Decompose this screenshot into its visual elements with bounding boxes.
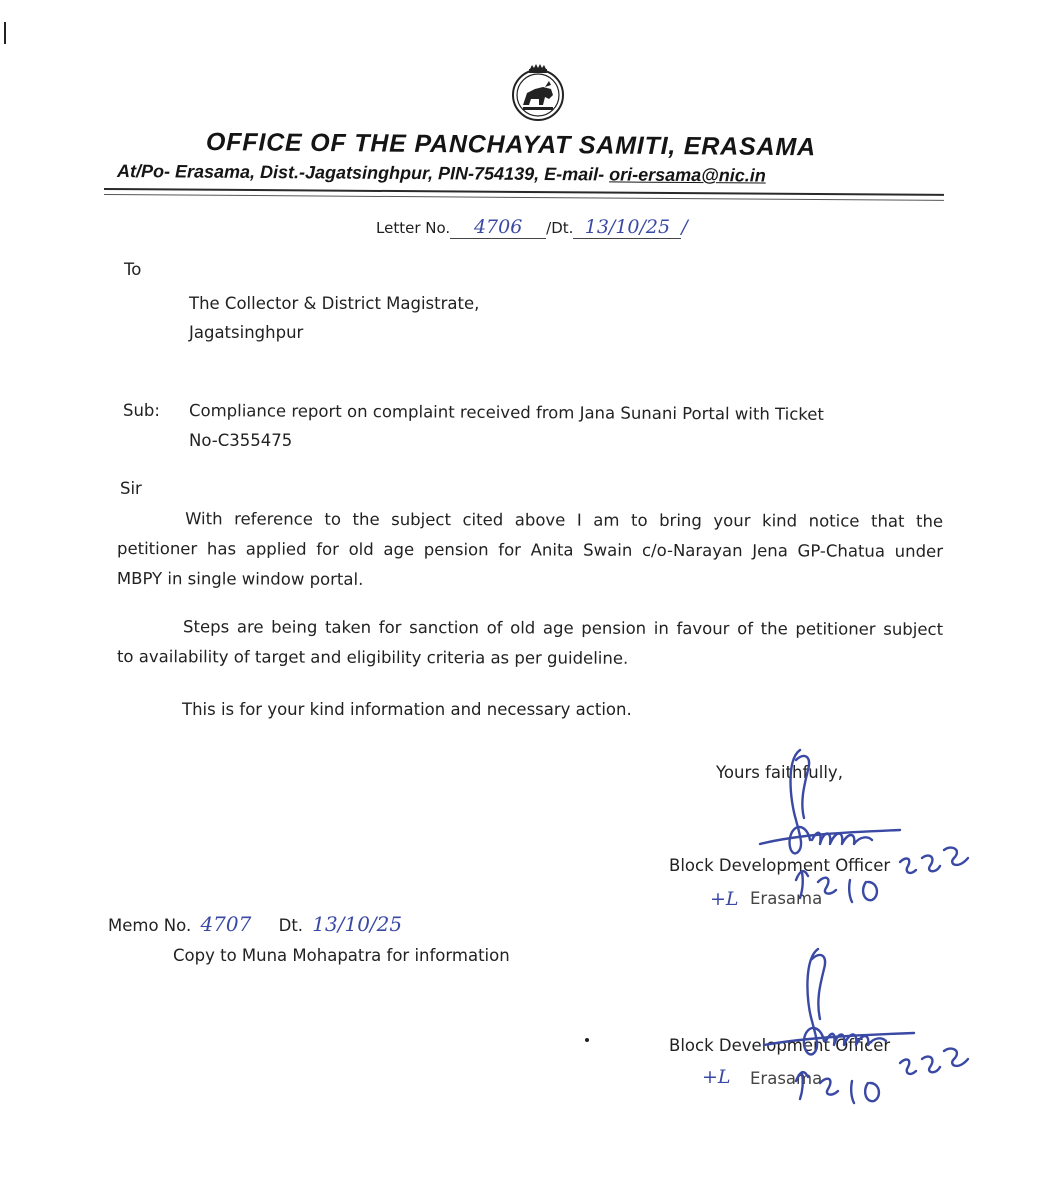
address-text: At/Po- Erasama, Dist.-Jagatsinghpur, PIN-754139, E-mail-	[116, 161, 605, 185]
paragraph-3: This is for your kind information and necessary action.	[182, 700, 632, 719]
subject-line-2: No-C355475	[189, 431, 293, 450]
closing-slash: /	[681, 216, 688, 238]
initial-mark-1: +L	[710, 888, 739, 910]
memo-number: 4707	[200, 912, 252, 936]
subject-label: Sub:	[123, 401, 160, 420]
odisha-state-emblem-icon	[505, 63, 571, 121]
recipient-line-2: Jagatsinghpur	[189, 323, 304, 342]
paragraph-1	[117, 509, 943, 602]
memo-label: Memo No.	[108, 916, 192, 935]
signature-1	[700, 740, 980, 910]
date-label: /Dt.	[546, 219, 574, 237]
header-rule-thin	[104, 194, 944, 201]
designation-1: Block Development Officer	[669, 856, 891, 875]
paragraph-2-line-2: to availability of target and eligibility criteria as per guideline.	[116, 647, 629, 668]
salutation: Sir	[120, 479, 142, 498]
memo-date: 13/10/25	[312, 912, 403, 936]
memo-line	[108, 912, 402, 936]
signature-2	[700, 935, 980, 1105]
to-label: To	[124, 260, 142, 279]
paragraph-1-line-2: petitioner has applied for old age pension for Anita Swain c/o-Narayan Jena GP-Chatua under	[116, 539, 944, 561]
email-address: ori-ersama@nic.in	[609, 164, 766, 186]
paragraph-1-line-3: MBPY in single window portal.	[116, 568, 364, 589]
letter-reference	[376, 216, 688, 239]
paragraph-2-line-1: Steps are being taken for sanction of old age pension in favour of the petitioner subject	[183, 617, 944, 639]
office-address	[117, 161, 766, 187]
initial-mark-2: +L	[702, 1066, 731, 1088]
copy-to-text: Copy to Muna Mohapatra for information	[173, 946, 510, 965]
paragraph-1-line-1: With reference to the subject cited above I am to bring your kind notice that the	[185, 509, 944, 531]
letter-no-label: Letter No.	[376, 219, 451, 237]
memo-date-label: Dt.	[278, 916, 304, 935]
place-2: Erasama	[750, 1069, 823, 1088]
recipient-line-1: The Collector & District Magistrate,	[189, 294, 480, 313]
paragraph-2	[117, 617, 943, 680]
closing-text: Yours faithfully,	[716, 763, 843, 782]
designation-2: Block Development Officer	[669, 1036, 891, 1055]
letter-date-value: 13/10/25	[584, 216, 671, 238]
office-title: OFFICE OF THE PANCHAYAT SAMITI, ERASAMA	[205, 128, 816, 162]
place-1: Erasama	[750, 889, 823, 908]
stray-dot	[585, 1038, 589, 1042]
scan-edge-mark	[4, 22, 6, 44]
letter-no-value: 4706	[473, 216, 523, 238]
subject-line-1: Compliance report on complaint received from Jana Sunani Portal with Ticket	[188, 401, 824, 424]
